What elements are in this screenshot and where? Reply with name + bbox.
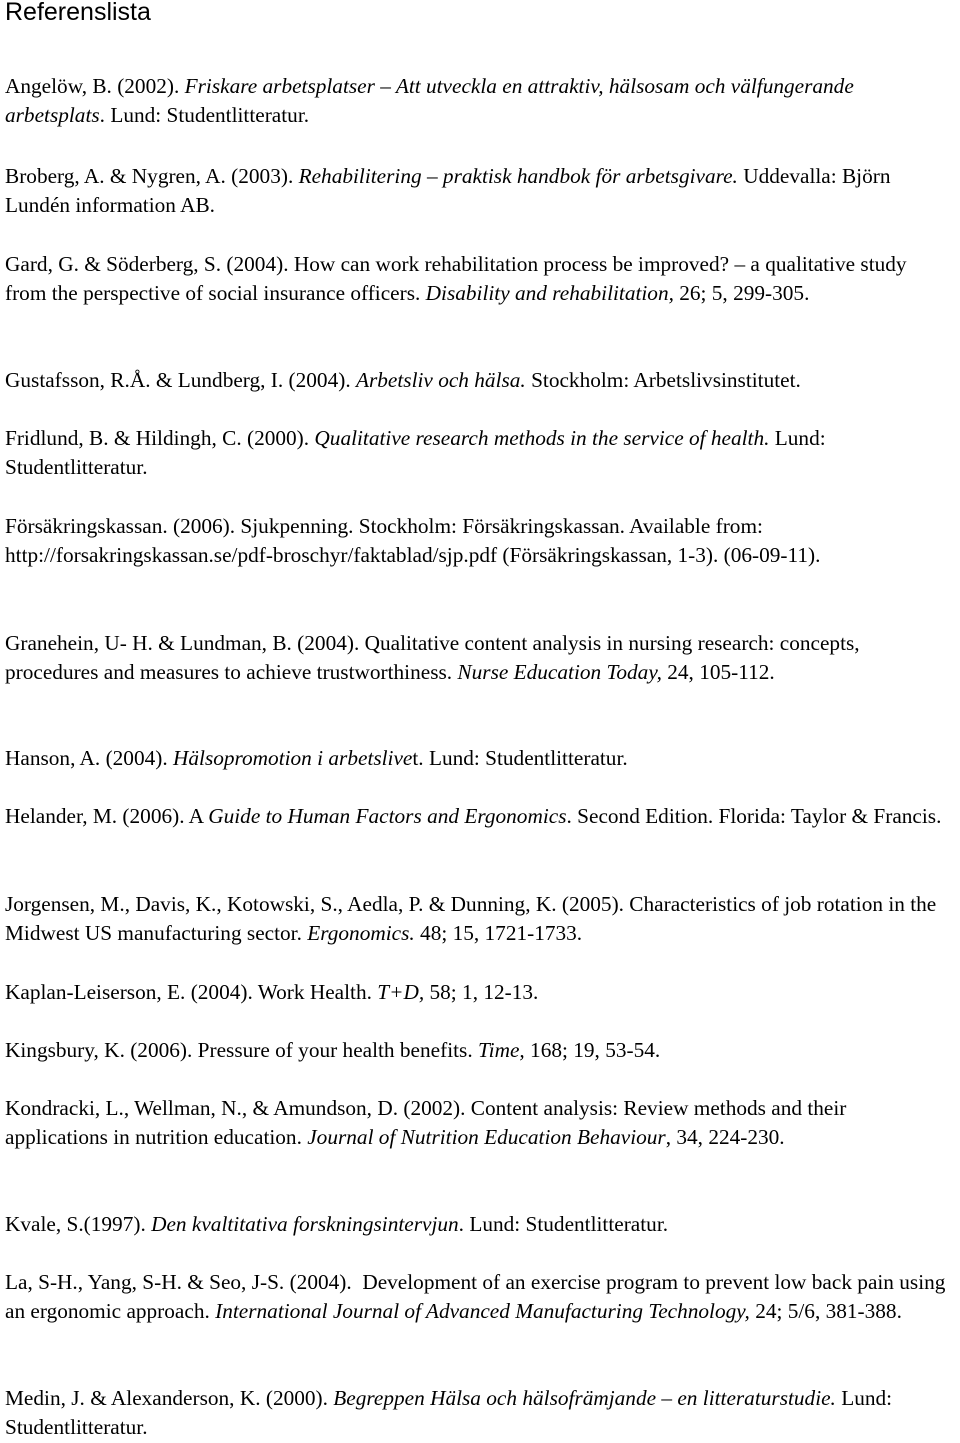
reference-title-italic: International Journal of Advanced Manufacturing Technology, <box>215 1299 750 1324</box>
reference-entry <box>5 1210 953 1239</box>
reference-text: 48; 15, 1721-1733. <box>414 921 583 946</box>
reference-title-italic: Rehabilitering – praktisk handbok för arbetsgivare. <box>298 164 738 188</box>
reference-text: 168; 19, 53-54. <box>524 1038 661 1062</box>
reference-text: . Lund: Studentlitteratur. <box>458 1212 669 1236</box>
reference-text: Kondracki, L., Wellman, N., & Amundson, D. (2002). Content analysis: Review methods and their applications in nutrition education. <box>5 1096 852 1150</box>
reference-title-italic: Friskare arbetsplatser – Att utveckla en attraktiv, hälsosam och välfungerande arbetsplats <box>5 74 860 128</box>
reference-text: Uddevalla: Björn Lundén information AB. <box>5 164 896 218</box>
reference-entry <box>5 629 953 688</box>
reference-text: Gard, G. & Söderberg, S. (2004). How can work rehabilitation process be improved? – a qualitative study from the perspective of social insurance officers. <box>5 252 912 306</box>
reference-entry <box>5 978 953 1007</box>
reference-entry <box>5 250 953 309</box>
reference-text: 24; 5/6, 381-388. <box>749 1299 902 1324</box>
reference-entry <box>5 162 953 221</box>
reference-text: 24, 105-112. <box>661 660 775 685</box>
reference-text: 26; 5, 299-305. <box>673 281 810 306</box>
reference-title-italic: Disability and rehabilitation, <box>425 281 674 306</box>
reference-text: La, S-H., Yang, S-H. & Seo, J-S. (2004). Development of an exercise program to prevent low back pain using an ergonomic approach. <box>5 1270 951 1324</box>
reference-entry <box>5 890 953 949</box>
reference-text: . Lund: Studentlitteratur. <box>99 103 310 128</box>
reference-entry <box>5 1268 953 1327</box>
reference-text: Hanson, A. (2004). <box>5 746 173 770</box>
reference-title-italic: Den kvaltitativa forskningsintervjun <box>151 1212 459 1236</box>
reference-text: Kingsbury, K. (2006). Pressure of your health benefits. <box>5 1038 478 1062</box>
reference-entry <box>5 424 953 483</box>
reference-entry <box>5 72 953 131</box>
reference-text: . Second Edition. Florida: Taylor & Francis. <box>566 804 942 828</box>
reference-text: Broberg, A. & Nygren, A. (2003). <box>5 164 299 188</box>
reference-text: Kaplan-Leiserson, E. (2004). Work Health. <box>5 980 378 1004</box>
reference-text: Angelöw, B. (2002). <box>5 74 185 98</box>
reference-entry <box>5 802 953 831</box>
reference-text: Granehein, U- H. & Lundman, B. (2004). Qualitative content analysis in nursing research: concepts, procedures and measures to achieve trustworthiness. <box>5 631 865 685</box>
reference-text: Jorgensen, M., Davis, K., Kotowski, S., Aedla, P. & Dunning, K. (2005). Characteristics of job rotation in the Midwest US manufacturing sector. <box>5 892 942 946</box>
reference-text: Lund: Studentlitteratur. <box>5 426 831 480</box>
reference-text: Stockholm: Arbetslivsinstitutet. <box>525 368 801 392</box>
page-title: Referenslista <box>5 0 151 26</box>
reference-text: 58; 1, 12-13. <box>424 980 539 1004</box>
reference-title-italic: Time, <box>477 1038 525 1062</box>
reference-text: Försäkringskassan. (2006). Sjukpenning. Stockholm: Försäkringskassan. Available from: http://forsakringskassan.se/pdf-broschyr/faktablad/sjp.pdf (Försäkringskassan, 1-3). (06-09-11). <box>5 514 821 568</box>
reference-text: Fridlund, B. & Hildingh, C. (2000). <box>5 426 315 450</box>
reference-title-italic: Ergonomics. <box>307 921 415 946</box>
reference-entry <box>5 512 953 571</box>
reference-title-italic: T+D, <box>377 980 425 1004</box>
reference-text: Medin, J. & Alexanderson, K. (2000). <box>5 1386 334 1410</box>
reference-title-italic: Qualitative research methods in the service of health. <box>314 426 770 450</box>
reference-text: Lund: Studentlitteratur. <box>5 1386 898 1440</box>
reference-entry <box>5 744 953 773</box>
reference-text: Gustafsson, R.Å. & Lundberg, I. (2004). <box>5 368 356 392</box>
reference-title-italic: Hälsopromotion i arbetslive <box>173 746 413 770</box>
reference-title-italic: Nurse Education Today, <box>457 660 662 685</box>
reference-entry <box>5 1094 953 1153</box>
reference-entry <box>5 1384 953 1443</box>
reference-text: , 34, 224-230. <box>665 1125 785 1150</box>
reference-entry <box>5 366 953 395</box>
reference-text: Kvale, S.(1997). <box>5 1212 152 1236</box>
reference-title-italic: Begreppen Hälsa och hälsofrämjande – en litteraturstudie. <box>333 1386 836 1410</box>
reference-text: Helander, M. (2006). A <box>5 804 209 828</box>
reference-title-italic: Guide to Human Factors and Ergonomics <box>208 804 567 828</box>
reference-title-italic: Arbetsliv och hälsa. <box>355 368 526 392</box>
reference-entry <box>5 1036 953 1065</box>
reference-text: t. Lund: Studentlitteratur. <box>412 746 628 770</box>
reference-title-italic: Journal of Nutrition Education Behaviour <box>307 1125 666 1150</box>
